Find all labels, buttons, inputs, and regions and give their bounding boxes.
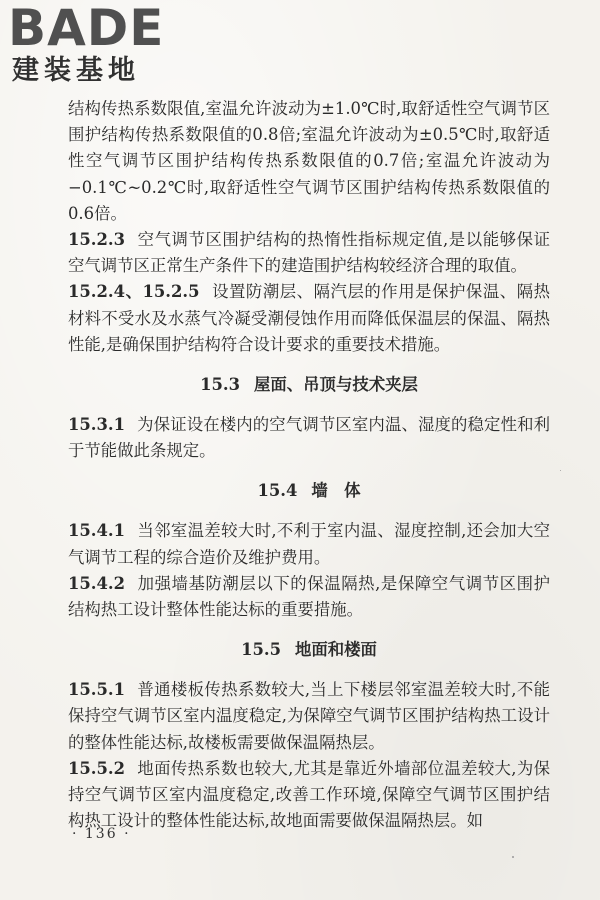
logo-subtitle: 建装基地 xyxy=(12,55,140,86)
clause-text: 普通楼板传热系数较大,当上下楼层邻室温差较大时,不能保持空气调节区室内温度稳定,为保障空气调节区围护结构热工设计的整体性能达标,故楼板需要做保温隔热层。 xyxy=(68,680,550,752)
clause-number: 15.2.4、15.2.5 xyxy=(68,282,200,302)
clause-number: 15.4.1 xyxy=(68,521,126,541)
clause-15-2-3 xyxy=(68,227,550,279)
section-title: 墙 体 xyxy=(311,481,361,501)
clause-number: 15.5.2 xyxy=(68,758,126,778)
continued-paragraph: 结构传热系数限值,室温允许波动为±1.0℃时,取舒适性空气调节区围护结构传热系数限值的0.8倍;室温允许波动为±0.5℃时,取舒适性空气调节区围护结构传热系数限值的0.7倍;室温允许波动为−0.1℃~0.2℃时,取舒适性空气调节区围护结构传热系数限值的0.6倍。 xyxy=(68,99,550,223)
clause-text: 为保证设在楼内的空气调节区室内温、湿度的稳定性和利于节能做此条规定。 xyxy=(68,415,550,461)
section-number: 15.3 xyxy=(200,375,240,395)
clause-15-2-4-5 xyxy=(68,279,550,358)
section-number: 15.5 xyxy=(241,640,281,660)
section-title: 屋面、吊顶与技术夹层 xyxy=(254,375,418,395)
clause-text: 地面传热系数也较大,尤其是靠近外墙部位温差较大,为保持空气调节区室内温度稳定,改善工作环境,保障空气调节区围护结构热工设计的整体性能达标,故地面需要做保温隔热层。如 xyxy=(68,758,550,831)
clause-15-4-2 xyxy=(68,571,550,623)
clause-text: 加强墙基防潮层以下的保温隔热,是保障空气调节区围护结构热工设计整体性能达标的重要措施。 xyxy=(68,573,550,620)
clause-15-4-1 xyxy=(68,518,550,570)
page-content xyxy=(68,96,550,834)
clause-number: 15.4.2 xyxy=(68,573,126,593)
scan-speck xyxy=(512,856,514,858)
section-heading-15-4 xyxy=(68,478,550,504)
clause-number: 15.2.3 xyxy=(68,230,126,250)
section-heading-15-5 xyxy=(68,637,550,663)
section-heading-15-3 xyxy=(68,372,550,398)
clause-15-3-1 xyxy=(68,412,550,464)
section-number: 15.4 xyxy=(257,481,298,501)
clause-text: 空气调节区围护结构的热惰性指标规定值,是以能够保证空气调节区正常生产条件下的建造围护结构较经济合理的取值。 xyxy=(68,230,550,276)
clause-15-5-1 xyxy=(68,677,550,756)
clause-number: 15.5.1 xyxy=(68,680,126,700)
section-title: 地面和楼面 xyxy=(294,640,377,660)
page-number: · 136 · xyxy=(72,826,131,842)
scan-speck xyxy=(560,470,561,471)
logo-mark: BADE xyxy=(8,0,165,57)
bade-logo xyxy=(8,2,178,88)
clause-text: 设置防潮层、隔汽层的作用是保护保温、隔热材料不受水及水蒸气冷凝受潮侵蚀作用而降低保温层的保温、隔热性能,是确保围护结构符合设计要求的重要技术措施。 xyxy=(68,282,551,354)
clause-15-5-2 xyxy=(68,756,550,835)
clause-text: 当邻室温差较大时,不利于室内温、湿度控制,还会加大空气调节工程的综合造价及维护费用。 xyxy=(68,521,550,567)
clause-number: 15.3.1 xyxy=(68,415,126,435)
